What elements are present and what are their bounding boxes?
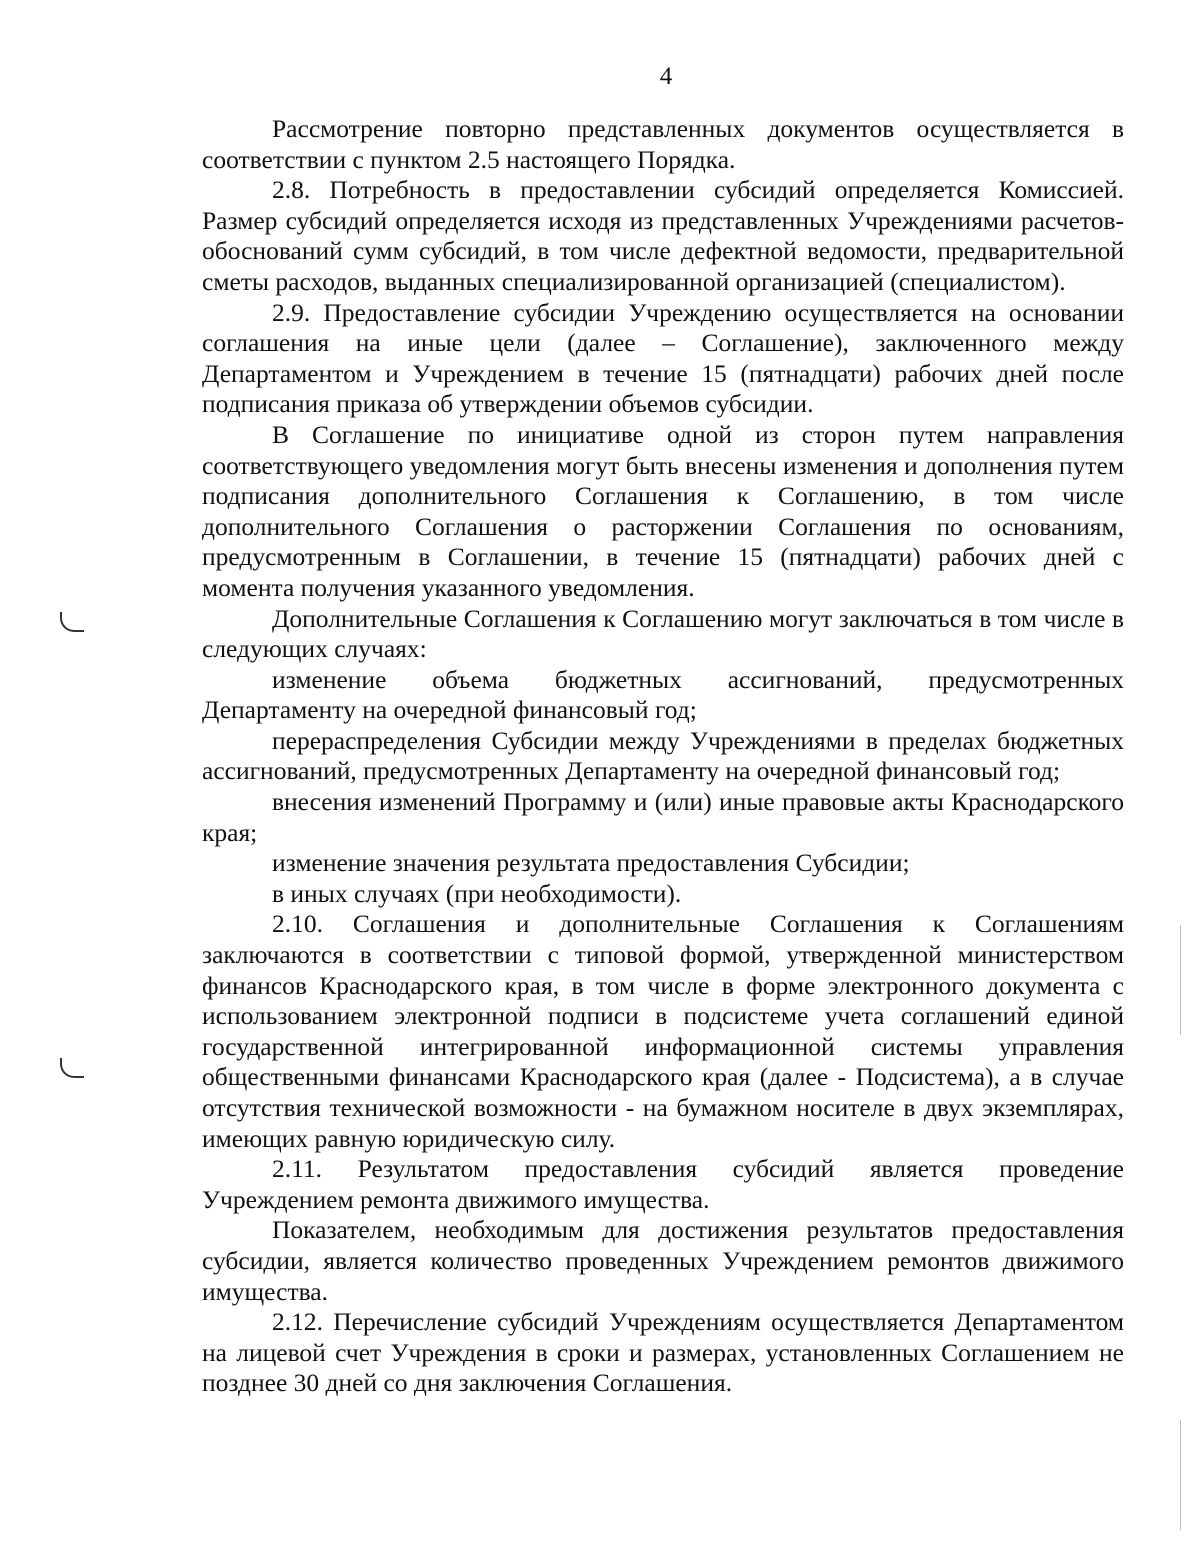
punch-hole-mark — [60, 1058, 84, 1078]
scan-edge-line — [1180, 1420, 1181, 1530]
paragraph-indicator: Показателем, необходимым для достижения результатов предоставления субсидии, является количество проведенных Учреждением ремонтов движимого имущества. — [202, 1215, 1124, 1306]
paragraph-2-11: 2.11. Результатом предоставления субсидий является проведение Учреждением ремонта движимого имущества. — [202, 1154, 1124, 1214]
paragraph-2-12: 2.12. Перечисление субсидий Учреждениям осуществляется Департаментом на лицевой счет Учреждения в сроки и размерах, установленных Соглашением не позднее 30 дней со дня заключения Соглашения. — [202, 1307, 1124, 1398]
list-item-program-amendments: внесения изменений Программу и (или) иные правовые акты Краснодарского края; — [202, 787, 1124, 847]
paragraph-2-8: 2.8. Потребность в предоставлении субсидий определяется Комиссией. Размер субсидий определяется исходя из представленных Учреждениями расчетов-обоснований сумм субсидий, в том числе дефектной ведомости, предварительной сметы расходов, выданных специализированной организацией (специалистом). — [202, 175, 1124, 296]
paragraph-2-9: 2.9. Предоставление субсидии Учреждению осуществляется на основании соглашения на иные цели (далее – Соглашение), заключенного между Департаментом и Учреждением в течение 15 (пятнадцати) рабочих дней после подписания приказа об утверждении объемов субсидии. — [202, 297, 1124, 419]
list-item-redistribution: перераспределения Субсидии между Учреждениями в пределах бюджетных ассигнований, предусмотренных Департаменту на очередной финансовый год; — [202, 725, 1124, 786]
list-item-other-cases: в иных случаях (при необходимости). — [272, 878, 682, 908]
list-item-result-change: изменение значения результата предоставления Субсидии; — [272, 848, 910, 878]
page-number: 4 — [659, 63, 673, 90]
scan-edge-line — [1180, 925, 1181, 1035]
paragraph-additional-agreements: Дополнительные Соглашения к Соглашению могут заключаться в том числе в следующих случаях: — [202, 603, 1124, 664]
list-item-budget-change: изменение объема бюджетных ассигнований, предусмотренных Департаменту на очередной финансовый год; — [202, 664, 1124, 725]
paragraph-agreement-changes: В Соглашение по инициативе одной из сторон путем направления соответствующего уведомления могут быть внесены изменения и дополнения путем подписания дополнительного Соглашения к Соглашению, в том числе дополнительного Соглашения о расторжении Соглашения по основаниям, предусмотренным в Соглашении, в течение 15 (пятнадцати) рабочих дней с момента получения указанного уведомления. — [202, 419, 1124, 602]
document-body — [202, 114, 1124, 1399]
punch-hole-mark — [60, 612, 84, 632]
paragraph-resubmission: Рассмотрение повторно представленных документов осуществляется в соответствии с пунктом 2.5 настоящего Порядка. — [202, 114, 1124, 174]
paragraph-2-10: 2.10. Соглашения и дополнительные Соглашения к Соглашениям заключаются в соответствии с типовой формой, утвержденной министерством финансов Краснодарского края, в том числе в форме электронного документа с использованием электронной подписи в подсистеме учета соглашений единой государственной интегрированной информационной системы управления общественными финансами Краснодарского края (далее - Подсистема), а в случае отсутствия технической возможности - на бумажном носителе в двух экземплярах, имеющих равную юридическую силу. — [202, 909, 1124, 1153]
